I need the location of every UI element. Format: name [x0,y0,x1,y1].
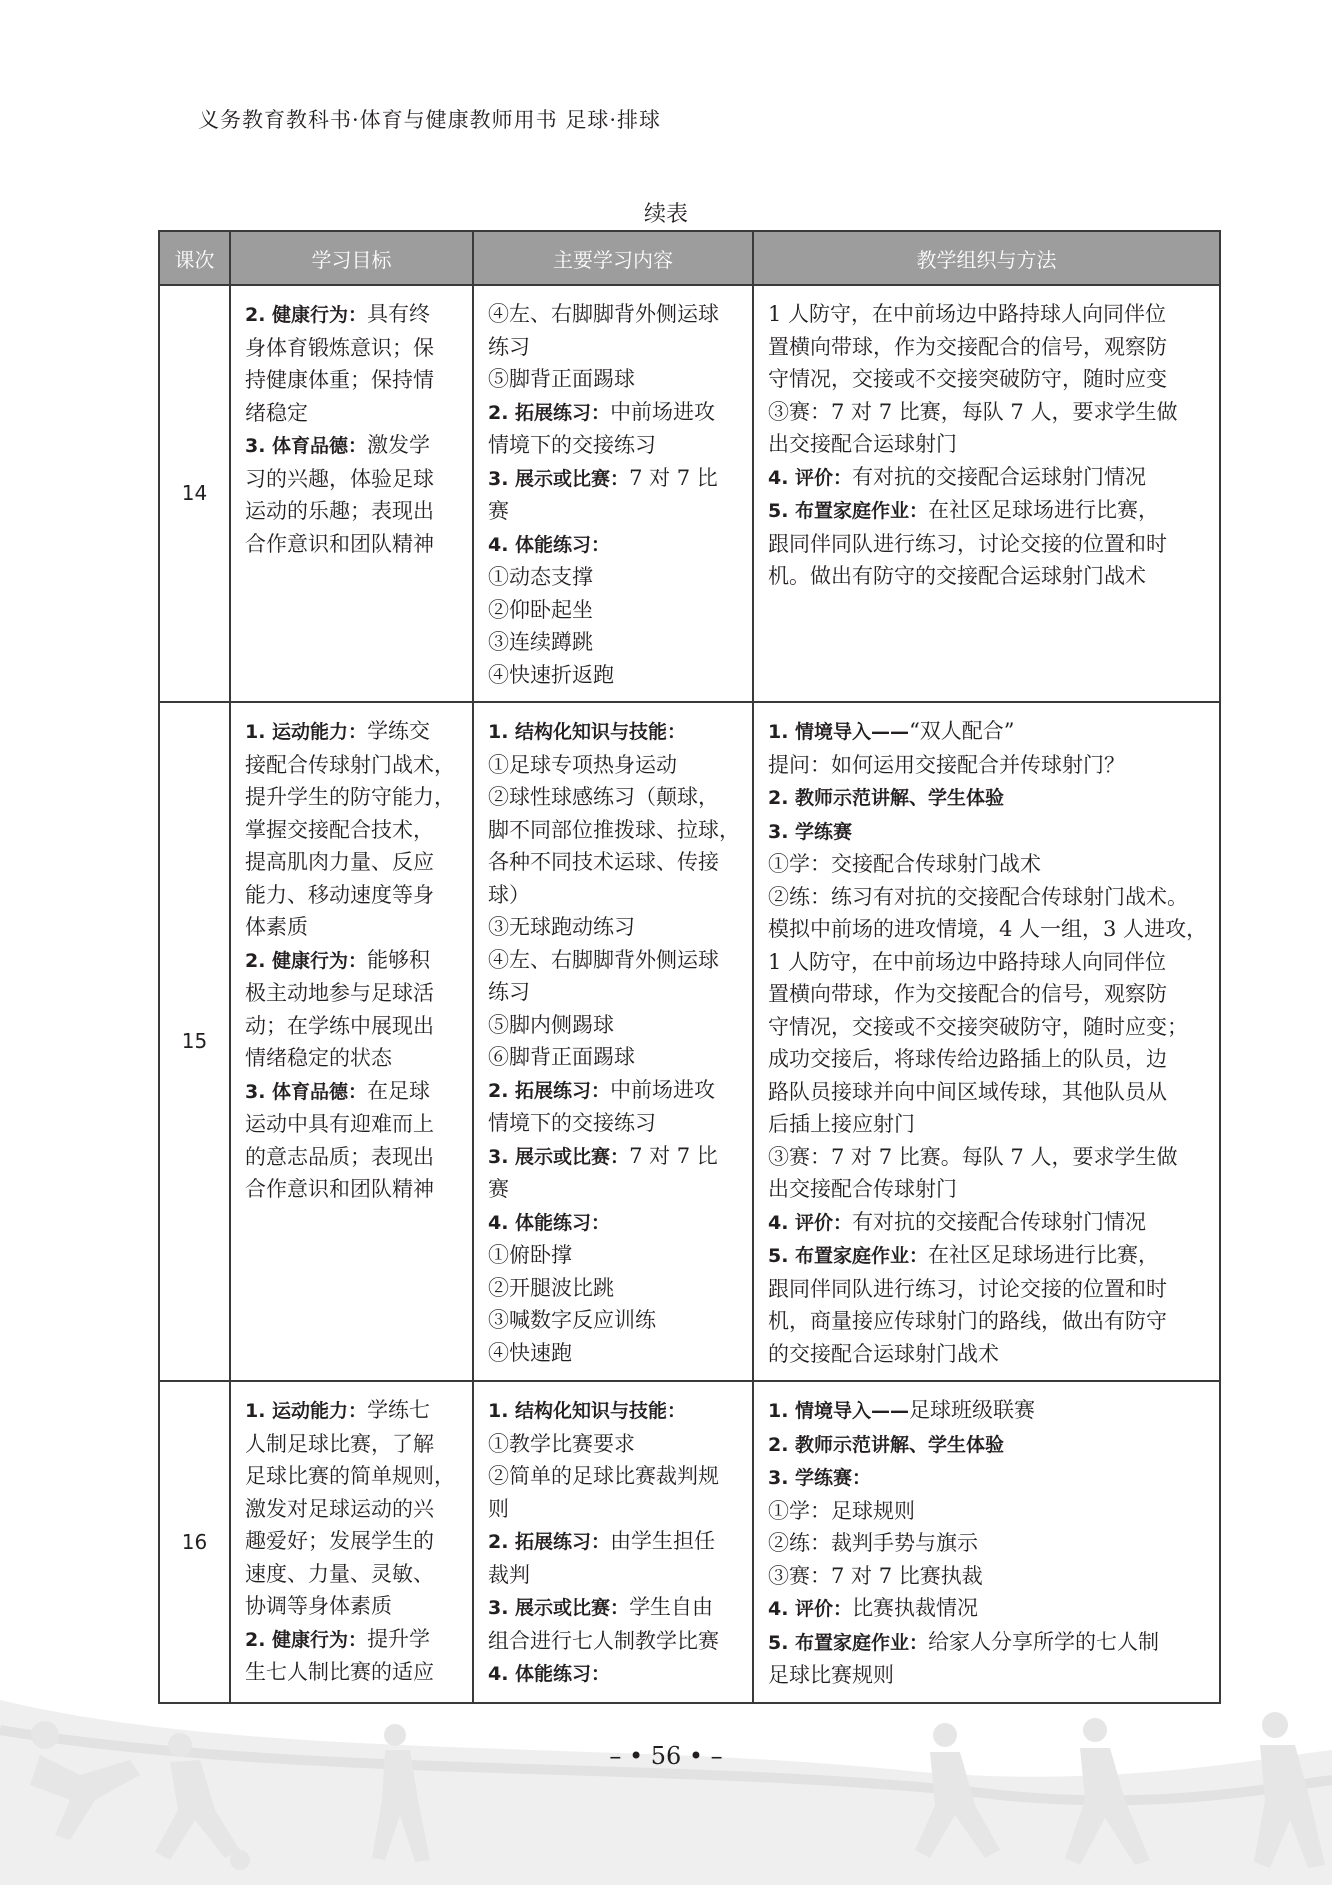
content-line [488,976,742,1009]
goals-line [245,495,462,528]
line-text: 激发对足球运动的兴 [245,1496,434,1521]
line-text: 习的兴趣，体验足球 [245,466,434,491]
goals-line [245,397,462,430]
bold-heading: 1. 运动能力： [245,1400,368,1422]
goals-line [245,528,462,561]
bold-heading: 2. 拓展练习： [488,1079,611,1102]
content-line [488,561,742,594]
line-text: 学练七 [367,1398,431,1422]
content-line [488,846,742,879]
bold-heading: 4. 评价： [768,466,853,489]
methods-line [768,978,1209,1011]
lesson-number: 14 [159,285,230,702]
content-line [488,1173,742,1206]
line-text: 提高肌肉力量、反应 [245,850,434,874]
line-text: 绪稳定 [245,400,308,425]
line-text: 比赛执裁情况 [852,1596,979,1620]
methods-line [768,1173,1209,1206]
content-line [488,1625,742,1658]
bold-heading: 4. 体能练习： [488,1663,611,1685]
line-text: 成功交接后，将球传给边路插上的队员，边 [768,1047,1167,1071]
line-text: 提升学 [367,1626,431,1651]
column-header-content: 主要学习内容 [473,231,753,285]
methods-line [768,1626,1209,1660]
line-text: 的意志品质；表现出 [245,1144,434,1169]
methods-line [768,749,1209,782]
methods-cell [753,702,1220,1381]
line-text: ④左、右脚脚背外侧运球 [488,947,719,972]
methods-line [768,913,1209,946]
line-text: 练习 [488,980,530,1004]
line-text: ①教学比赛要求 [488,1431,635,1456]
bold-heading: 5. 布置家庭作业： [768,1245,929,1267]
methods-line [768,1141,1209,1174]
bold-heading: 2. 教师示范讲解、学生体验 [768,1433,1005,1456]
line-text: 赛 [488,499,509,523]
line-text: ③喊数字反应训练 [488,1308,656,1332]
content-line [488,594,742,627]
content-cell [473,1381,753,1703]
line-text: 机。做出有防守的交接配合运球射门战术 [768,564,1146,588]
line-text: 动；在学练中展现出 [245,1013,434,1038]
goals-line [245,846,462,879]
methods-line [768,560,1209,593]
line-text: 运动的乐趣；表现出 [245,499,434,523]
goals-line [245,781,462,814]
line-text: 守情况，交接或不交接突破防守，随时应变 [768,367,1167,391]
line-text: ②练：练习有对抗的交接配合传球射门战术。 [768,884,1188,909]
methods-cell [753,1381,1220,1703]
lesson-plan-table [158,230,1221,1704]
content-cell [473,702,753,1381]
methods-line [768,1592,1209,1626]
bold-heading: 2. 拓展练习： [488,1531,611,1553]
goals-cell [230,285,473,702]
methods-line [768,396,1209,429]
line-text: 有对抗的交接配合传球射门情况 [852,1209,1147,1234]
line-text: 后插上接应射门 [768,1112,915,1136]
goals-line [245,298,462,332]
content-line [488,626,742,659]
column-header-methods: 教学组织与方法 [753,231,1220,285]
line-text: 接配合传球射门战术， [245,752,455,777]
column-header-goals: 学习目标 [230,231,473,285]
table-row [159,1381,1220,1703]
line-text: 由学生担任 [610,1529,716,1553]
methods-line [768,1495,1209,1528]
goals-line [245,879,462,912]
line-text: ⑤脚内侧踢球 [488,1012,614,1037]
line-text: 各种不同技术运球、传接 [488,850,719,874]
line-text: 情境下的交接练习 [488,433,656,457]
content-line [488,1041,742,1074]
line-text: ③赛：7 对 7 比赛。每队 7 人，要求学生做 [768,1144,1178,1169]
line-text: 情绪稳定的状态 [245,1046,392,1070]
methods-line [768,1239,1209,1273]
methods-line [768,1076,1209,1109]
content-line [488,1107,742,1140]
line-text: 模拟中前场的进攻情境，4 人一组，3 人进攻， [768,917,1208,941]
methods-line [768,298,1209,331]
line-text: 裁判 [488,1562,530,1587]
content-line [488,749,742,782]
goals-cell [230,1381,473,1703]
methods-line [768,1305,1209,1338]
line-text: 中前场进攻 [610,399,716,424]
line-text: 体素质 [245,915,308,939]
goals-line [245,1042,462,1075]
methods-line [768,1527,1209,1560]
line-text: 出交接配合传球射门 [768,1177,957,1201]
goals-line [245,814,462,847]
line-text: 的交接配合运球射门战术 [768,1341,999,1366]
bold-heading: 2. 拓展练习： [488,401,611,424]
content-line [488,363,742,396]
line-text: 足球班级联赛 [909,1398,1036,1422]
bold-heading: 4. 评价： [768,1211,853,1234]
line-text: 守情况，交接或不交接突破防守，随时应变； [768,1014,1188,1039]
goals-line [245,364,462,397]
line-text: 能力、移动速度等身 [245,882,434,907]
methods-line [768,1273,1209,1306]
goals-line [245,1108,462,1141]
methods-line [768,848,1209,881]
line-text: 情境下的交接练习 [488,1111,656,1135]
content-line [488,1140,742,1174]
page-number: – • 56 • – [609,1742,723,1770]
methods-line [768,781,1209,815]
methods-line [768,1428,1209,1462]
content-line [488,1009,742,1042]
bold-heading: 1. 结构化知识与技能： [488,1400,687,1422]
goals-line [245,749,462,782]
content-line [488,1428,742,1461]
bold-heading: 4. 体能练习： [488,1211,611,1234]
line-text: 1 人防守，在中前场边中路持球人向同伴位 [768,302,1167,326]
bold-heading: 5. 布置家庭作业： [768,500,929,522]
goals-line [245,332,462,365]
content-cell [473,285,753,702]
table-row [159,285,1220,702]
line-text: ④快速折返跑 [488,662,614,687]
line-text: 合作意识和团队精神 [245,531,434,556]
lesson-number: 16 [159,1381,230,1703]
content-line [488,781,742,814]
content-line [488,944,742,977]
line-text: ⑥脚背正面踢球 [488,1045,635,1069]
content-line [488,429,742,462]
goals-line [245,1525,462,1558]
bold-heading: 3. 展示或比赛： [488,1597,630,1619]
table-caption: 续表 [643,202,688,227]
methods-line [768,1108,1209,1141]
methods-line [768,1338,1209,1371]
line-text: ③赛：7 对 7 比赛，每队 7 人，要求学生做 [768,399,1178,424]
bold-heading: 2. 健康行为： [245,304,368,326]
lesson-number: 15 [159,702,230,1381]
content-line [488,495,742,528]
goals-line [245,944,462,978]
line-text: 给家人分享所学的七人制 [928,1629,1160,1654]
line-text: 趣爱好；发展学生的 [245,1529,434,1553]
content-line [488,528,742,562]
bold-heading: 1. 运动能力： [245,721,368,743]
methods-line [768,1394,1209,1428]
line-text: 球） [488,882,530,907]
line-text: ①俯卧撑 [488,1243,572,1267]
goals-line [245,1141,462,1174]
line-text: 极主动地参与足球活 [245,981,434,1005]
goals-line [245,977,462,1010]
methods-line [768,1206,1209,1240]
methods-line [768,494,1209,528]
line-text: 人制足球比赛，了解 [245,1431,434,1456]
methods-line [768,428,1209,461]
goals-line [245,463,462,496]
line-text: 持健康体重；保持情 [245,368,434,392]
line-text: 路队员接球并向中间区域传球，其他队员从 [768,1079,1167,1104]
content-line [488,1304,742,1337]
line-text: ①学：交接配合传球射门战术 [768,852,1041,876]
line-text: 能够积 [367,947,431,972]
content-line [488,1272,742,1305]
line-text: “双人配合” [909,719,1015,743]
content-line [488,1525,742,1559]
content-line [488,814,742,847]
bold-heading: 1. 结构化知识与技能： [488,721,687,743]
goals-line [245,1493,462,1526]
goals-line [245,715,462,749]
line-text: ②球性球感练习（颠球， [488,785,719,809]
line-text: 7 对 7 比 [629,465,718,490]
line-text: 在社区足球场进行比赛， [928,498,1160,522]
line-text: 提问：如何运用交接配合并传球射门？ [768,752,1125,777]
line-text: 则 [488,1496,509,1521]
content-line [488,1074,742,1108]
goals-line [245,1075,462,1109]
table-row [159,702,1220,1381]
content-line [488,911,742,944]
line-text: 赛 [488,1177,509,1201]
goals-line [245,1590,462,1623]
line-text: ②简单的足球比赛裁判规 [488,1464,719,1488]
line-text: 激发学 [367,433,431,457]
line-text: ②练：裁判手势与旗示 [768,1531,978,1555]
line-text: 提升学生的防守能力， [245,785,455,809]
content-line [488,1493,742,1526]
goals-line [245,1010,462,1043]
methods-line [768,331,1209,364]
bold-heading: 2. 健康行为： [245,1628,368,1651]
methods-line [768,1011,1209,1044]
bold-heading: 5. 布置家庭作业： [768,1631,929,1654]
line-text: 在社区足球场进行比赛， [928,1243,1160,1267]
line-text: 7 对 7 比 [629,1143,718,1168]
methods-line [768,881,1209,914]
content-line [488,331,742,364]
methods-line [768,1043,1209,1076]
line-text: 足球比赛规则 [768,1663,894,1687]
line-text: ②开腿波比跳 [488,1275,614,1300]
line-text: 掌握交接配合技术， [245,817,434,842]
content-line [488,1206,742,1240]
line-text: 具有终 [367,302,431,326]
line-text: 出交接配合运球射门 [768,432,957,456]
methods-line [768,715,1209,749]
bold-heading: 2. 教师示范讲解、学生体验 [768,787,1005,809]
content-line [488,1591,742,1625]
content-line [488,298,742,331]
line-text: 1 人防守，在中前场边中路持球人向同伴位 [768,949,1167,974]
methods-cell [753,285,1220,702]
methods-line [768,1461,1209,1495]
goals-line [245,1460,462,1493]
goals-line [245,1173,462,1206]
content-line [488,879,742,912]
line-text: 机，商量接应传球射门的路线，做出有防守 [768,1309,1167,1333]
goals-line [245,911,462,944]
content-line [488,1337,742,1370]
bold-heading: 3. 展示或比赛： [488,467,630,490]
line-text: ②仰卧起坐 [488,597,593,622]
running-header: 义务教育教科书·体育与健康教师用书 足球·排球 [198,108,662,132]
methods-line [768,461,1209,495]
goals-line [245,1428,462,1461]
line-text: 置横向带球，作为交接配合的信号，观察防 [768,334,1167,359]
bold-heading: 3. 展示或比赛： [488,1145,630,1168]
line-text: ④快速跑 [488,1340,572,1365]
content-line [488,462,742,496]
bold-heading: 1. 情境导入—— [768,1400,910,1422]
bold-heading: 3. 体育品德： [245,1080,368,1103]
content-line [488,1239,742,1272]
bold-heading: 4. 评价： [768,1598,853,1620]
goals-line [245,429,462,463]
content-line [488,1394,742,1428]
line-text: 中前场进攻 [610,1077,716,1102]
goals-line [245,1656,462,1689]
line-text: ④左、右脚脚背外侧运球 [488,302,719,326]
content-line [488,715,742,749]
line-text: 合作意识和团队精神 [245,1177,434,1201]
bold-heading: 1. 情境导入—— [768,721,910,743]
content-line [488,396,742,430]
content-line [488,1559,742,1592]
bold-heading: 2. 健康行为： [245,949,368,972]
goals-cell [230,702,473,1381]
line-text: 足球比赛的简单规则， [245,1464,455,1488]
table-header-row [159,231,1220,285]
goals-line [245,1558,462,1591]
methods-line [768,1659,1209,1692]
column-header-lesson: 课次 [159,231,230,285]
decorative-footer [0,1700,1332,1885]
line-text: 跟同伴同队进行练习，讨论交接的位置和时 [768,531,1167,556]
line-text: 生七人制比赛的适应 [245,1660,434,1684]
line-text: ③无球跑动练习 [488,915,635,939]
line-text: ①足球专项热身运动 [488,752,677,777]
bold-heading: 3. 体育品德： [245,435,368,457]
content-line [488,1657,742,1691]
line-text: 置横向带球，作为交接配合的信号，观察防 [768,982,1167,1006]
methods-line [768,528,1209,561]
bold-heading: 3. 学练赛 [768,820,853,843]
line-text: 身体育锻炼意识；保 [245,335,434,360]
line-text: 组合进行七人制教学比赛 [488,1628,719,1653]
line-text: ①动态支撑 [488,565,593,589]
line-text: 练习 [488,334,530,359]
line-text: 学练交 [367,719,431,743]
line-text: 跟同伴同队进行练习，讨论交接的位置和时 [768,1276,1167,1301]
content-line [488,659,742,692]
goals-line [245,1394,462,1428]
bold-heading: 4. 体能练习： [488,533,611,556]
line-text: 速度、力量、灵敏、 [245,1561,434,1586]
line-text: 有对抗的交接配合运球射门情况 [852,464,1147,489]
line-text: ①学：足球规则 [768,1498,915,1523]
methods-line [768,363,1209,396]
methods-line [768,946,1209,979]
line-text: 在足球 [367,1078,431,1103]
line-text: ③连续蹲跳 [488,630,593,654]
methods-line [768,815,1209,849]
line-text: ⑤脚背正面踢球 [488,367,635,391]
goals-line [245,1623,462,1657]
line-text: 学生自由 [629,1595,714,1619]
line-text: ③赛：7 对 7 比赛执裁 [768,1563,983,1588]
line-text: 脚不同部位推拨球、拉球， [488,817,740,842]
line-text: 协调等身体素质 [245,1594,392,1618]
bold-heading: 3. 学练赛： [768,1467,872,1489]
content-line [488,1460,742,1493]
methods-line [768,1560,1209,1593]
line-text: 运动中具有迎难而上 [245,1112,434,1136]
